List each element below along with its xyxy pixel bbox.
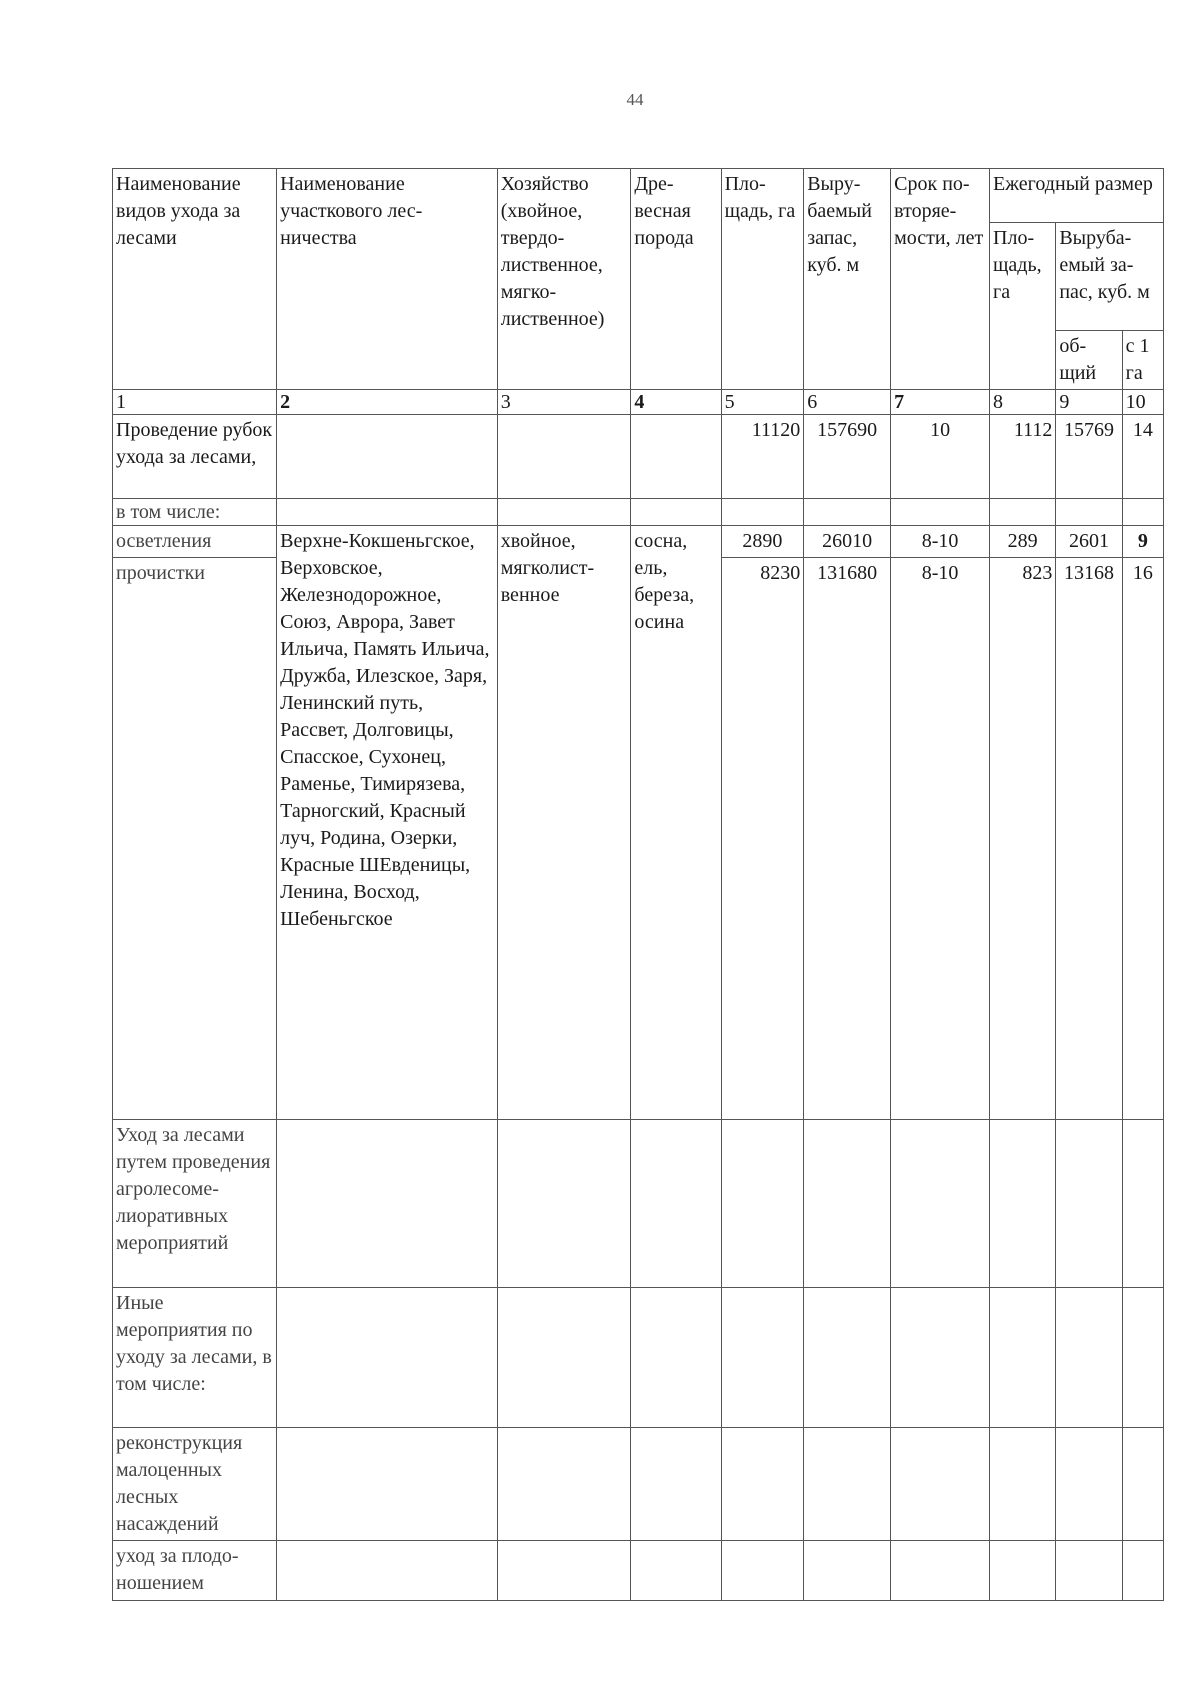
column-number: 6 (804, 390, 891, 415)
header-row-1 (113, 169, 1164, 223)
column-number: 2 (277, 390, 498, 415)
period-value: 8-10 (891, 558, 990, 1120)
economy-type: хвойное, мягколист-венное (497, 526, 631, 1120)
volume-value: 26010 (804, 526, 891, 558)
row-label: уход за плодо-ношением (113, 1541, 277, 1601)
row-label: реконструкция малоценных лесных насаждений (113, 1428, 277, 1541)
annual-area-value: 823 (990, 558, 1056, 1120)
empty-cell (631, 415, 721, 499)
column-number: 8 (990, 390, 1056, 415)
table-row (113, 1541, 1164, 1601)
volume-value: 157690 (804, 415, 891, 499)
header-economy: Хозяйство (хвойное, твердо-лиственное, мягко-лиственное) (497, 169, 631, 390)
page-number: 44 (626, 90, 644, 109)
period-value: 8-10 (891, 526, 990, 558)
header-work-type: Наименование видов ухода за лесами (113, 169, 277, 390)
header-annual-volume-total: об-щий (1056, 331, 1122, 390)
annual-per-ha-value: 16 (1122, 558, 1163, 1120)
column-numbers-row (113, 390, 1164, 415)
table-row (113, 499, 1164, 526)
table-row (113, 1120, 1164, 1288)
row-label: Иные мероприятия по уходу за лесами, в том числе: (113, 1288, 277, 1428)
area-value: 11120 (721, 415, 804, 499)
annual-total-value: 15769 (1056, 415, 1122, 499)
period-value: 10 (891, 415, 990, 499)
row-label: осветления (113, 526, 277, 558)
table-row (113, 526, 1164, 558)
header-annual-area: Пло-щадь, га (990, 223, 1056, 390)
table-row (113, 1288, 1164, 1428)
area-value: 2890 (721, 526, 804, 558)
tree-species: сосна, ель, береза, осина (631, 526, 721, 1120)
annual-area-value: 1112 (990, 415, 1056, 499)
header-annual-volume: Выруба-емый за-пас, куб. м (1056, 223, 1164, 331)
row-label: прочистки (113, 558, 277, 1120)
column-number: 4 (631, 390, 721, 415)
volume-value: 131680 (804, 558, 891, 1120)
header-annual-volume-per-ha: с 1 га (1122, 331, 1163, 390)
empty-cell (497, 415, 631, 499)
header-species: Дре-весная порода (631, 169, 721, 390)
table-row (113, 415, 1164, 499)
column-number: 7 (891, 390, 990, 415)
header-period: Срок по-вторяе-мости, лет (891, 169, 990, 390)
forest-care-table (112, 168, 1164, 1601)
annual-area-value: 289 (990, 526, 1056, 558)
area-value: 8230 (721, 558, 804, 1120)
row-label: в том числе: (113, 499, 277, 526)
column-number: 3 (497, 390, 631, 415)
column-number: 1 (113, 390, 277, 415)
annual-total-value: 13168 (1056, 558, 1122, 1120)
table-row (113, 1428, 1164, 1541)
header-volume: Выру-баемый запас, куб. м (804, 169, 891, 390)
header-forestry: Наименование участкового лес-ничества (277, 169, 498, 390)
annual-per-ha-value: 9 (1122, 526, 1163, 558)
column-number: 5 (721, 390, 804, 415)
header-annual: Ежегодный размер (990, 169, 1164, 223)
annual-per-ha-value: 14 (1122, 415, 1163, 499)
column-number: 10 (1122, 390, 1163, 415)
row-label: Уход за лесами путем проведения агролесоме-лиоративных мероприятий (113, 1120, 277, 1288)
row-label: Проведение рубок ухода за лесами, (113, 415, 277, 499)
empty-cell (277, 415, 498, 499)
forestry-list: Верхне-Кокшеньгское, Верховское, Железнодорожное, Союз, Аврора, Завет Ильича, Память Ильича, Дружба, Илезское, Заря, Ленинский путь, Рассвет, Долговицы, Спасское, Сухонец, Раменье, Тимирязева, Тарногский, Красный луч, Родина, Озерки, Красные ШЕвденицы, Ленина, Восход, Шебеньгское (277, 526, 498, 1120)
annual-total-value: 2601 (1056, 526, 1122, 558)
column-number: 9 (1056, 390, 1122, 415)
header-area: Пло-щадь, га (721, 169, 804, 390)
